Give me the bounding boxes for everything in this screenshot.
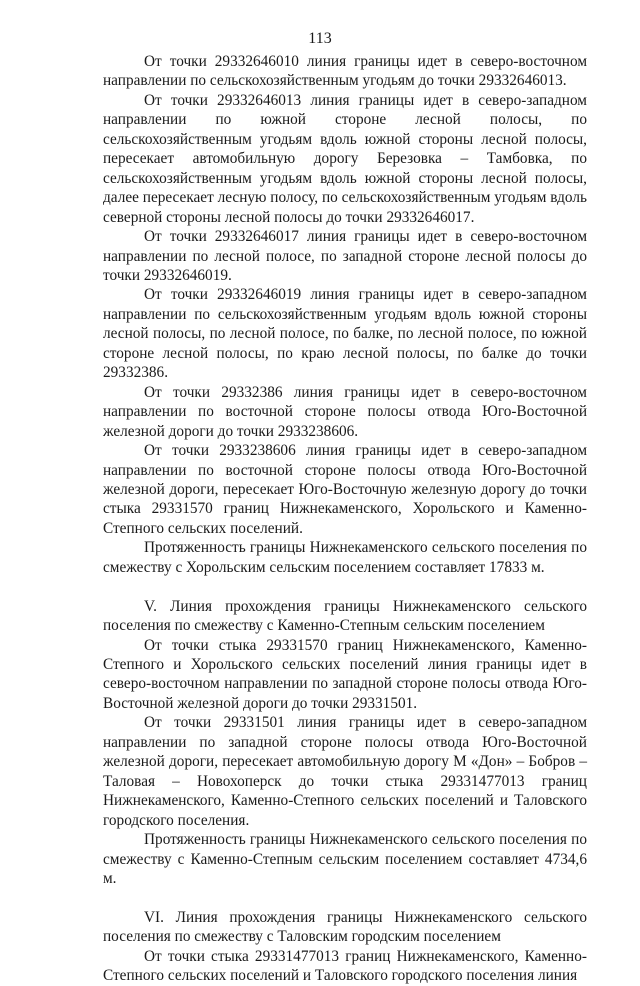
paragraph: От точки 29332386 линия границы идет в северо-восточном направлении по восточной стороне полосы отвода Юго-Восточной железной дороги до точки 2933238606. (103, 383, 587, 440)
paragraph: От точки 29332646013 линия границы идет в северо-западном направлении по южной стороне лесной полосы, по сельскохозяйственным угодьям вдоль южной стороны лесной полосы, пересекает автомобильную дорогу Березовка – Тамбовка, по сельскохозяйственным угодьям вдоль южной стороны лесной полосы, далее пересекает лесную полосу, по сельскохозяйственным угодьям вдоль северной стороны лесной полосы до точки 29332646017. (103, 91, 587, 226)
paragraph: Протяженность границы Нижнекаменского сельского поселения по смежеству с Каменно-Степным сельским поселением составляет 4734,6 м. (103, 831, 587, 888)
paragraph: От точки 2933238606 линия границы идет в северо-западном направлении по восточной стороне полосы отвода Юго-Восточной железной дороги, пересекает Юго-Восточную железную дорогу до точки стыка 29331570 границ Нижнекаменского, Хорольского и Каменно-Степного сельских поселений. (103, 442, 587, 537)
paragraph: От точки стыка 29331570 границ Нижнекаменского, Каменно-Степного и Хорольского сельских поселений линия границы идет в северо-восточном направлении по западной стороне полосы отвода Юго-Восточной железной дороги до точки 29331501. (103, 636, 587, 712)
paragraph: От точки 29332646010 линия границы идет в северо-восточном направлении по сельскохозяйственным угодьям до точки 29332646013. (103, 53, 587, 90)
section-heading-v: V. Линия прохождения границы Нижнекаменского сельского поселения по смежеству с Каменно-Степным сельским поселением (103, 597, 587, 635)
section-heading-vi: VI. Линия прохождения границы Нижнекаменского сельского поселения по смежеству с Таловским городским поселением (103, 908, 587, 946)
paragraph: От точки стыка 29331477013 границ Нижнекаменского, Каменно-Степного сельских поселений и Таловского городского поселения линия (103, 947, 587, 985)
paragraph: От точки 29332646017 линия границы идет в северо-восточном направлении по лесной полосе, по западной стороне лесной полосы до точки 29332646019. (103, 228, 587, 284)
page-number: 113 (308, 30, 332, 47)
document-body (103, 52, 587, 986)
paragraph: От точки 29332646019 линия границы идет в северо-западном направлении по сельскохозяйственным угодьям вдоль южной стороны лесной полосы, по лесной полосе, по балке, по лесной полосе, по южной стороне лесной полосы, по краю лесной полосы, по балке до точки 29332386. (103, 286, 587, 382)
paragraph: От точки 29331501 линия границы идет в северо-западном направлении по западной стороне полосы отвода Юго-Восточной железной дороги, пересекает автомобильную дорогу М «Дон» – Бобров – Таловая – Новохоперск до точки стыка 29331477013 границ Нижнекаменского, Каменно-Степного сельских поселений и Таловского городского поселения. (103, 714, 587, 829)
paragraph: Протяженность границы Нижнекаменского сельского поселения по смежеству с Хорольским сельским поселением составляет 17833 м. (103, 539, 587, 576)
